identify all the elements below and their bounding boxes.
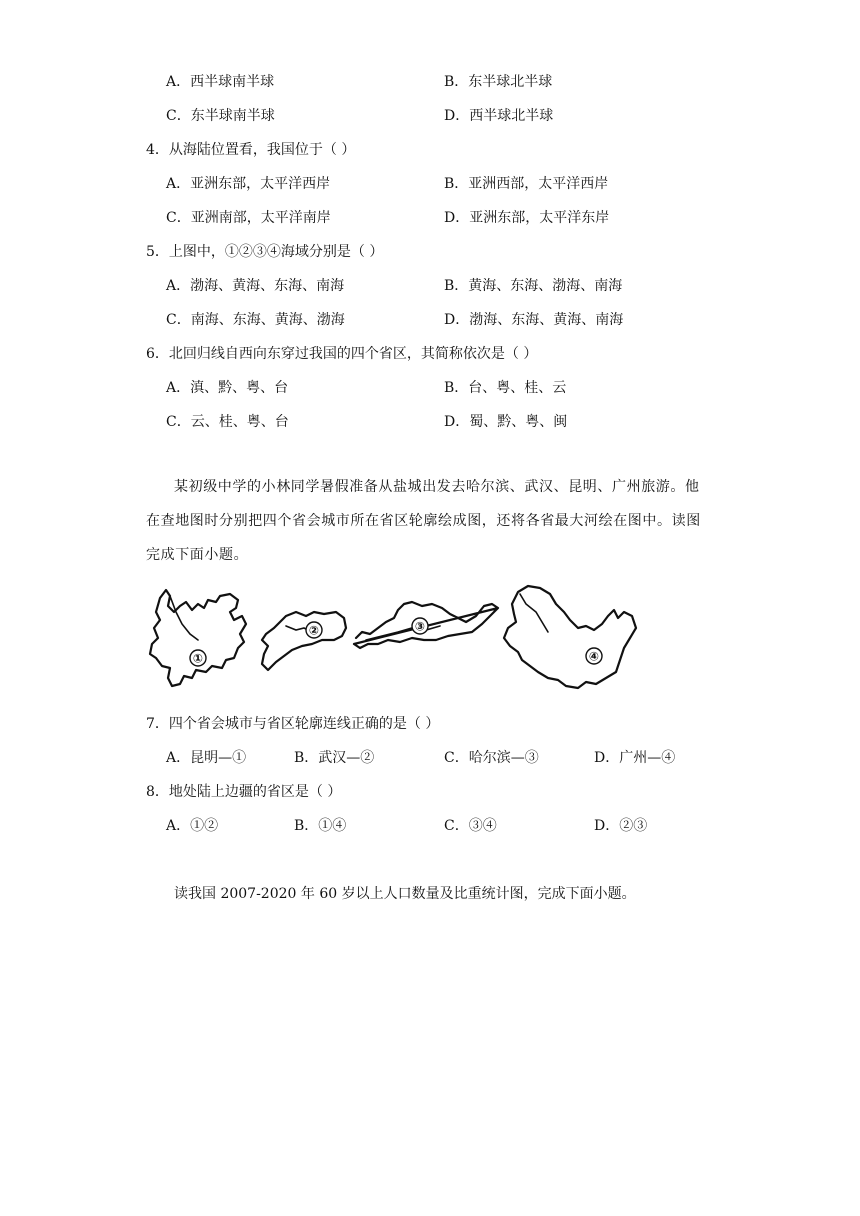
q8-option-a: A．①② — [166, 818, 219, 834]
province-label-1: ① — [192, 651, 204, 666]
q7-stem: 7．四个省会城市与省区轮廓连线正确的是（ ） — [146, 716, 440, 732]
province-outline-3 — [354, 602, 498, 648]
province-outline-4 — [504, 586, 636, 688]
q5-option-d: D．渤海、东海、黄海、南海 — [444, 312, 624, 328]
q6-option-d: D．蜀、黔、粤、闽 — [444, 414, 568, 430]
province-outline-2 — [262, 612, 346, 670]
q4-option-b: B．亚洲西部，太平洋西岸 — [444, 176, 609, 192]
q7-option-a: A．昆明—① — [166, 750, 247, 766]
chart-reading-prompt: 读我国 2007-2020 年 60 岁以上人口数量及比重统计图，完成下面小题。 — [174, 886, 636, 902]
q8-stem: 8．地处陆上边疆的省区是（ ） — [146, 784, 342, 800]
q6-option-a: A．滇、黔、粤、台 — [166, 380, 289, 396]
q7-option-d: D．广州—④ — [594, 750, 676, 766]
q5-option-a: A．渤海、黄海、东海、南海 — [166, 278, 345, 294]
q6-option-c: C．云、桂、粤、台 — [166, 414, 289, 430]
q4-option-d: D．亚洲东部，太平洋东岸 — [444, 210, 610, 226]
province-label-3: ③ — [414, 619, 426, 634]
q5-option-c: C．南海、东海、黄海、渤海 — [166, 312, 345, 328]
passage-line-3: 完成下面小题。 — [146, 547, 249, 563]
passage-line-2: 在查地图时分别把四个省会城市所在省区轮廓绘成图，还将各省最大河绘在图中。读图 — [146, 513, 701, 529]
q8-option-c: C．③④ — [444, 818, 497, 834]
q4-option-c: C．亚洲南部，太平洋南岸 — [166, 210, 331, 226]
q8-option-b: B．①④ — [294, 818, 347, 834]
q4-option-a: A．亚洲东部，太平洋西岸 — [166, 176, 331, 192]
passage-line-1: 某初级中学的小林同学暑假准备从盐城出发去哈尔滨、武汉、昆明、广州旅游。他 — [174, 479, 700, 495]
q7-option-c: C．哈尔滨—③ — [444, 750, 539, 766]
q4-stem: 4．从海陆位置看，我国位于（ ） — [146, 142, 356, 158]
q5-option-b: B．黄海、东海、渤海、南海 — [444, 278, 623, 294]
q3-option-d: D．西半球北半球 — [444, 108, 554, 124]
province-label-2: ② — [308, 623, 320, 638]
reading-passage — [146, 470, 718, 572]
province-label-4: ④ — [588, 649, 600, 664]
q7-option-b: B．武汉—② — [294, 750, 375, 766]
q3-option-b: B．东半球北半球 — [444, 74, 553, 90]
q8-option-d: D．②③ — [594, 818, 648, 834]
q6-stem: 6．北回归线自西向东穿过我国的四个省区，其简称依次是（ ） — [146, 346, 538, 362]
q6-option-b: B．台、粤、桂、云 — [444, 380, 567, 396]
q3-option-a: A．西半球南半球 — [166, 74, 275, 90]
province-outline-figure — [146, 582, 646, 698]
q3-option-c: C．东半球南半球 — [166, 108, 275, 124]
province-outline-1 — [150, 590, 246, 686]
q5-stem: 5．上图中，①②③④海域分别是（ ） — [146, 244, 384, 260]
